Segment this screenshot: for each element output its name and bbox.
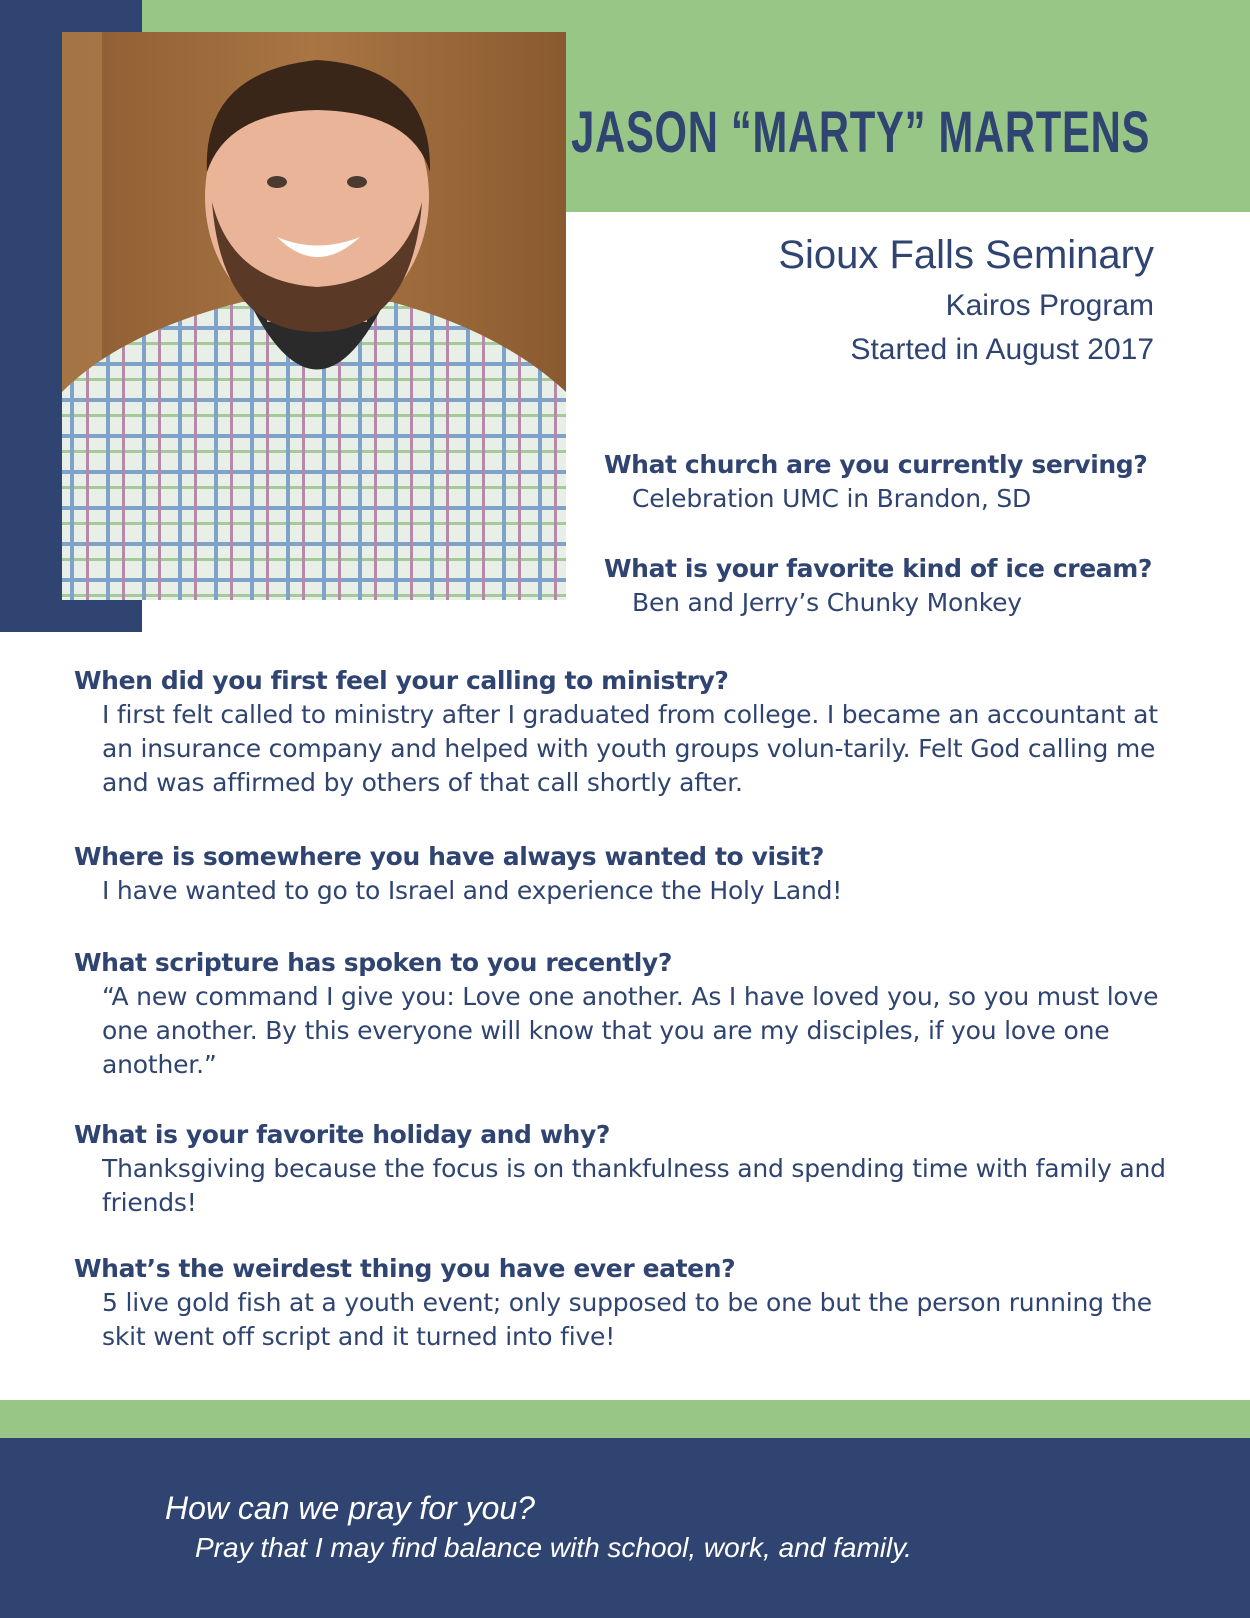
qa-ice-cream — [604, 552, 1152, 620]
question-label: What is your favorite kind of ice cream? — [604, 554, 1153, 583]
person-name: JASON “MARTY” MARTENS — [571, 100, 1150, 165]
answer-text: Celebration UMC in Brandon, SD — [632, 484, 1032, 513]
school-name: Sioux Falls Seminary — [778, 233, 1154, 277]
answer-text: “A new command I give you: Love one another. As I have loved you, so you must love one another. By this everyone will know that you are my disciples, if you love one another.” — [102, 982, 1159, 1079]
program-name: Kairos Program — [945, 289, 1154, 322]
qa-holiday — [74, 1118, 1184, 1220]
start-date: Started in August 2017 — [850, 333, 1154, 366]
qa-church — [604, 448, 1147, 516]
qa-calling — [74, 664, 1184, 800]
answer-text: I first felt called to ministry after I graduated from college. I became an accountant at an insurance company and helped with youth groups volun-tarily. Felt God calling me and was affirmed by others of that call shortly after. — [102, 700, 1158, 797]
answer-text: I have wanted to go to Israel and experience the Holy Land! — [102, 876, 843, 905]
qa-weirdest — [74, 1252, 1184, 1354]
question-label: Where is somewhere you have always wanted to visit? — [74, 842, 824, 871]
qa-scripture — [74, 946, 1184, 1082]
question-label: What is your favorite holiday and why? — [74, 1120, 610, 1149]
question-label: What’s the weirdest thing you have ever eaten? — [74, 1254, 736, 1283]
qa-visit — [74, 840, 1184, 908]
question-label: What church are you currently serving? — [604, 450, 1148, 479]
profile-photo — [62, 32, 566, 600]
bottom-navy-band — [0, 1438, 1250, 1618]
prayer-answer: Pray that I may find balance with school, work, and family. — [195, 1532, 912, 1563]
question-label: What scripture has spoken to you recently? — [74, 948, 672, 977]
answer-text: Ben and Jerry’s Chunky Monkey — [632, 588, 1022, 617]
bottom-green-band — [0, 1400, 1250, 1438]
question-label: When did you first feel your calling to ministry? — [74, 666, 729, 695]
answer-text: 5 live gold fish at a youth event; only supposed to be one but the person running the skit went off script and it turned into five! — [102, 1288, 1152, 1351]
prayer-question: How can we pray for you? — [165, 1490, 535, 1526]
answer-text: Thanksgiving because the focus is on thankfulness and spending time with family and friends! — [102, 1154, 1166, 1217]
